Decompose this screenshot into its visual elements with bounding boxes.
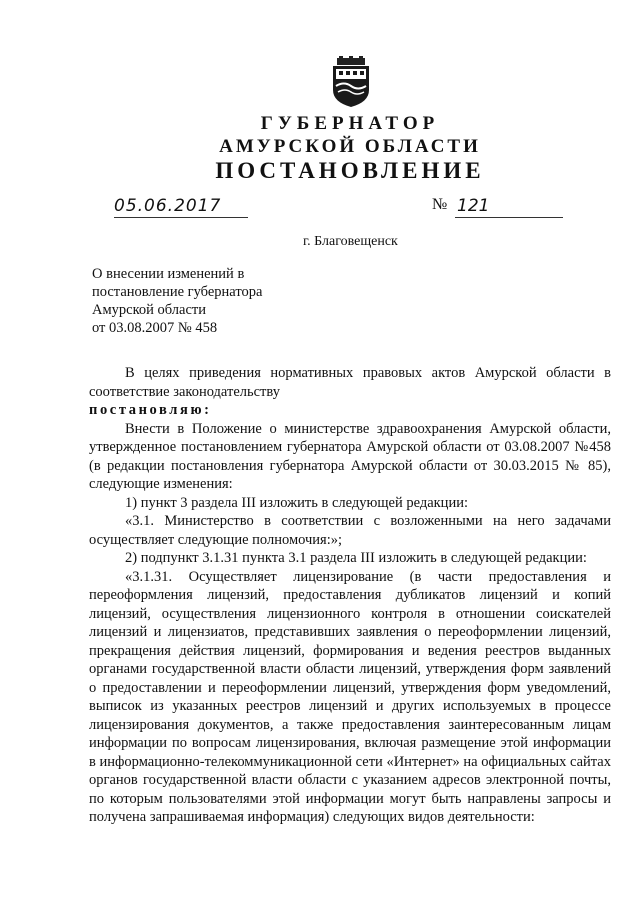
subject-line: Амурской области [92,302,206,318]
document-date: 05.06.2017 [114,196,248,218]
body-paragraph: «3.1. Министерство в соответствии с возложенными на него задачами осуществляет следующие полномочия:»; [89,513,611,548]
subject-line: постановление губернатора [92,284,263,300]
subject-line: от 03.08.2007 № 458 [92,320,218,336]
governor-heading: ГУБЕРНАТОР [260,113,440,134]
document-number: 121 [457,196,490,216]
body-paragraph: 2) подпункт 3.1.31 пункта 3.1 раздела III изложить в следующей редакции: [125,550,587,566]
document-body [89,364,611,827]
number-sign: № [432,196,448,213]
body-paragraph: «3.1.31. Осуществляет лицензирование (в части предоставления и переоформления лицензий, предоставления дубликатов лицензий и копий лицензий, осуществления лицензионного контроля в отношении соискателей лицензий и лицензиатов, представивших заявления о переоформлении лицензий, прекращения действия лицензий, формирования и ведения реестров выданных органами государственной власти области лицензий, утверждения форм заявлений о предоставлении и переоформлении лицензий, утверждения форм уведомлений, выписок из указанных реестров лицензий и других используемых в процессе лицензирования документов, а также предоставления заинтересованным лицам информации по вопросам лицензирования, включая размещение этой информации в информационно-телекоммуникационной сети «Интернет» на официальных сайтах органов государственной власти области с указанием адресов электронной почты, по которым пользователями этой информации могут быть направлены запросы и получена запрашиваемая информация) следующих видов деятельности: [89,568,611,825]
resolve-word: постановляю: [89,402,212,418]
subject-line: О внесении изменений в [92,266,245,282]
document-number-field [455,196,563,218]
amur-oblast-coat-of-arms-icon [330,56,372,108]
preamble-paragraph: В целях приведения нормативных правовых актов Амурской области в соответствие законодательству [89,365,611,400]
document-type-heading: ПОСТАНОВЛЕНИЕ [215,158,485,183]
body-paragraph: Внести в Положение о министерстве здравоохранения Амурской области, утвержденное постановлением губернатора Амурской области от 03.08.2007 №458 (в редакции постановления губернатора Амурской области от 30.03.2015 № 85), следующие изменения: [89,420,611,492]
city-line: г. Благовещенск [303,234,398,249]
subject-block [92,265,332,337]
body-paragraph: 1) пункт 3 раздела III изложить в следующей редакции: [125,494,468,511]
region-heading: АМУРСКОЙ ОБЛАСТИ [219,136,481,157]
